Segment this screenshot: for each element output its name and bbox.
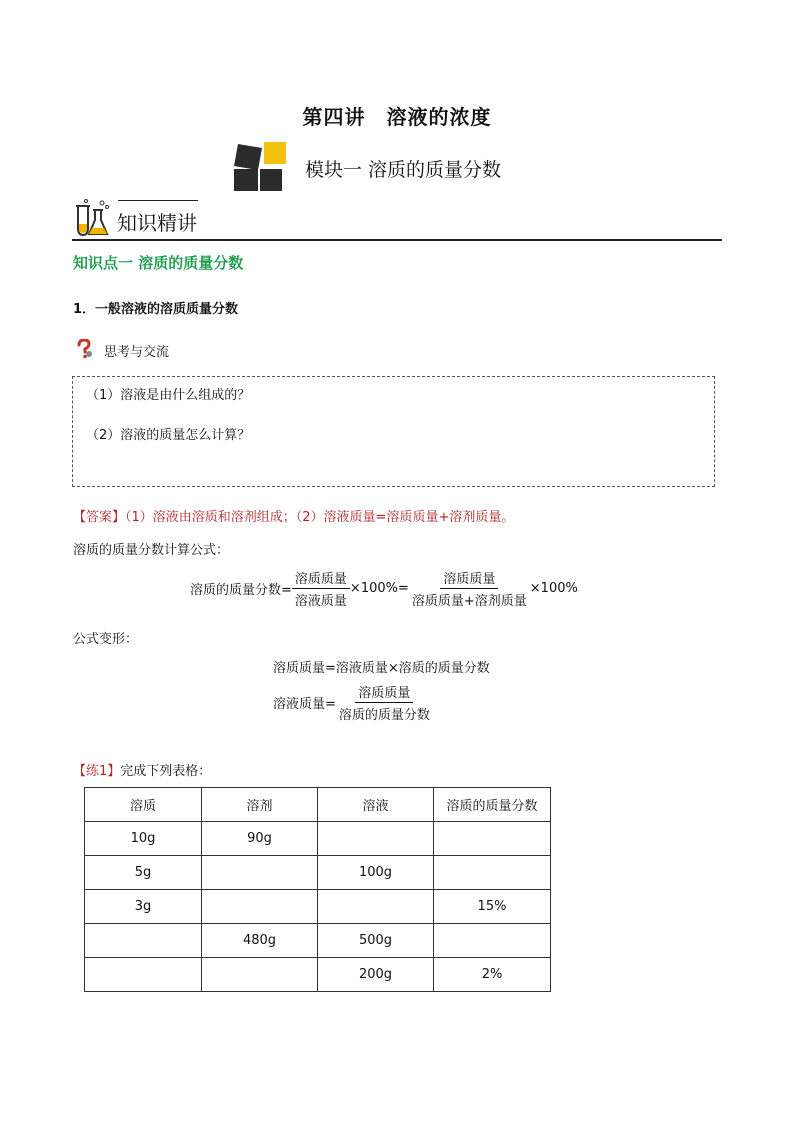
- transform-lhs: 溶液质量=: [273, 697, 336, 712]
- formula-times-1: ×100%=: [349, 581, 409, 596]
- table-cell: 90g: [202, 822, 318, 856]
- question-2: （2）溶液的质量怎么计算？: [86, 428, 251, 443]
- table-header-row: [85, 788, 551, 822]
- table-header: 溶质的质量分数: [434, 788, 551, 822]
- transform-label: 公式变形：: [73, 632, 139, 647]
- fraction-1-denominator: 溶液质量: [294, 594, 347, 609]
- formula-label: 溶质的质量分数计算公式：: [73, 543, 230, 558]
- exercise-text: 完成下列表格：: [120, 764, 212, 779]
- table-cell: [85, 958, 202, 992]
- table-row: [85, 856, 551, 890]
- module-title: 模块一 溶质的质量分数: [305, 159, 502, 181]
- table-cell: [85, 924, 202, 958]
- section-overline: [118, 200, 198, 201]
- exercise-prompt: [73, 760, 211, 779]
- transform-line-2: [273, 682, 433, 723]
- table-row: [85, 924, 551, 958]
- section-divider: [72, 239, 722, 241]
- table-cell: 100g: [318, 856, 434, 890]
- fraction-1-numerator: 溶质质量: [292, 568, 350, 589]
- table-cell: 480g: [202, 924, 318, 958]
- table-row: [85, 822, 551, 856]
- fraction-2: [409, 568, 530, 609]
- transform-line-1: 溶质质量=溶液质量×溶质的质量分数: [273, 661, 490, 676]
- answer-text: （1）溶液由溶质和溶剂组成；（2）溶液质量=溶质质量+溶剂质量。: [125, 510, 515, 525]
- knowledge-point-title: 知识点一 溶质的质量分数: [73, 254, 244, 272]
- table-cell: 500g: [318, 924, 434, 958]
- flask-icon: [72, 198, 112, 238]
- module-blocks-icon: [232, 142, 292, 192]
- table-cell: [318, 822, 434, 856]
- formula-times-2: ×100%: [529, 581, 578, 596]
- table-cell: [434, 924, 551, 958]
- transform-numerator: 溶质质量: [355, 682, 413, 703]
- question-mark-icon: [75, 339, 93, 359]
- transform-fraction: [336, 682, 433, 723]
- table-cell: 200g: [318, 958, 434, 992]
- formula-lhs: 溶质的质量分数=: [190, 583, 292, 598]
- page-title: 第四讲 溶液的浓度: [302, 105, 492, 129]
- table-header: 溶质: [85, 788, 202, 822]
- table-cell: 5g: [85, 856, 202, 890]
- table-cell: [434, 856, 551, 890]
- formula-main: [190, 568, 578, 609]
- fraction-2-numerator: 溶质质量: [440, 568, 498, 589]
- table-row: [85, 890, 551, 924]
- table-cell: 10g: [85, 822, 202, 856]
- section-title: 知识精讲: [117, 211, 197, 235]
- fraction-1: [292, 568, 350, 609]
- subheading: 1．一般溶液的溶质质量分数: [73, 302, 239, 317]
- table-cell: 15%: [434, 890, 551, 924]
- table-cell: [202, 890, 318, 924]
- exercise-tag: 【练1】: [73, 764, 121, 779]
- think-label: 思考与交流: [104, 345, 170, 360]
- exercise-table: [84, 787, 551, 992]
- table-cell: [202, 856, 318, 890]
- transform-denominator: 溶质的质量分数: [338, 708, 430, 723]
- table-header: 溶剂: [202, 788, 318, 822]
- table-row: [85, 958, 551, 992]
- answer-tag: 【答案】: [73, 510, 126, 525]
- table-cell: [318, 890, 434, 924]
- table-cell: 3g: [85, 890, 202, 924]
- answer: [73, 506, 514, 525]
- fraction-2-denominator: 溶质质量+溶剂质量: [411, 594, 527, 609]
- table-cell: 2%: [434, 958, 551, 992]
- table-cell: [434, 822, 551, 856]
- table-header: 溶液: [318, 788, 434, 822]
- table-cell: [202, 958, 318, 992]
- question-1: （1）溶液是由什么组成的？: [86, 388, 251, 403]
